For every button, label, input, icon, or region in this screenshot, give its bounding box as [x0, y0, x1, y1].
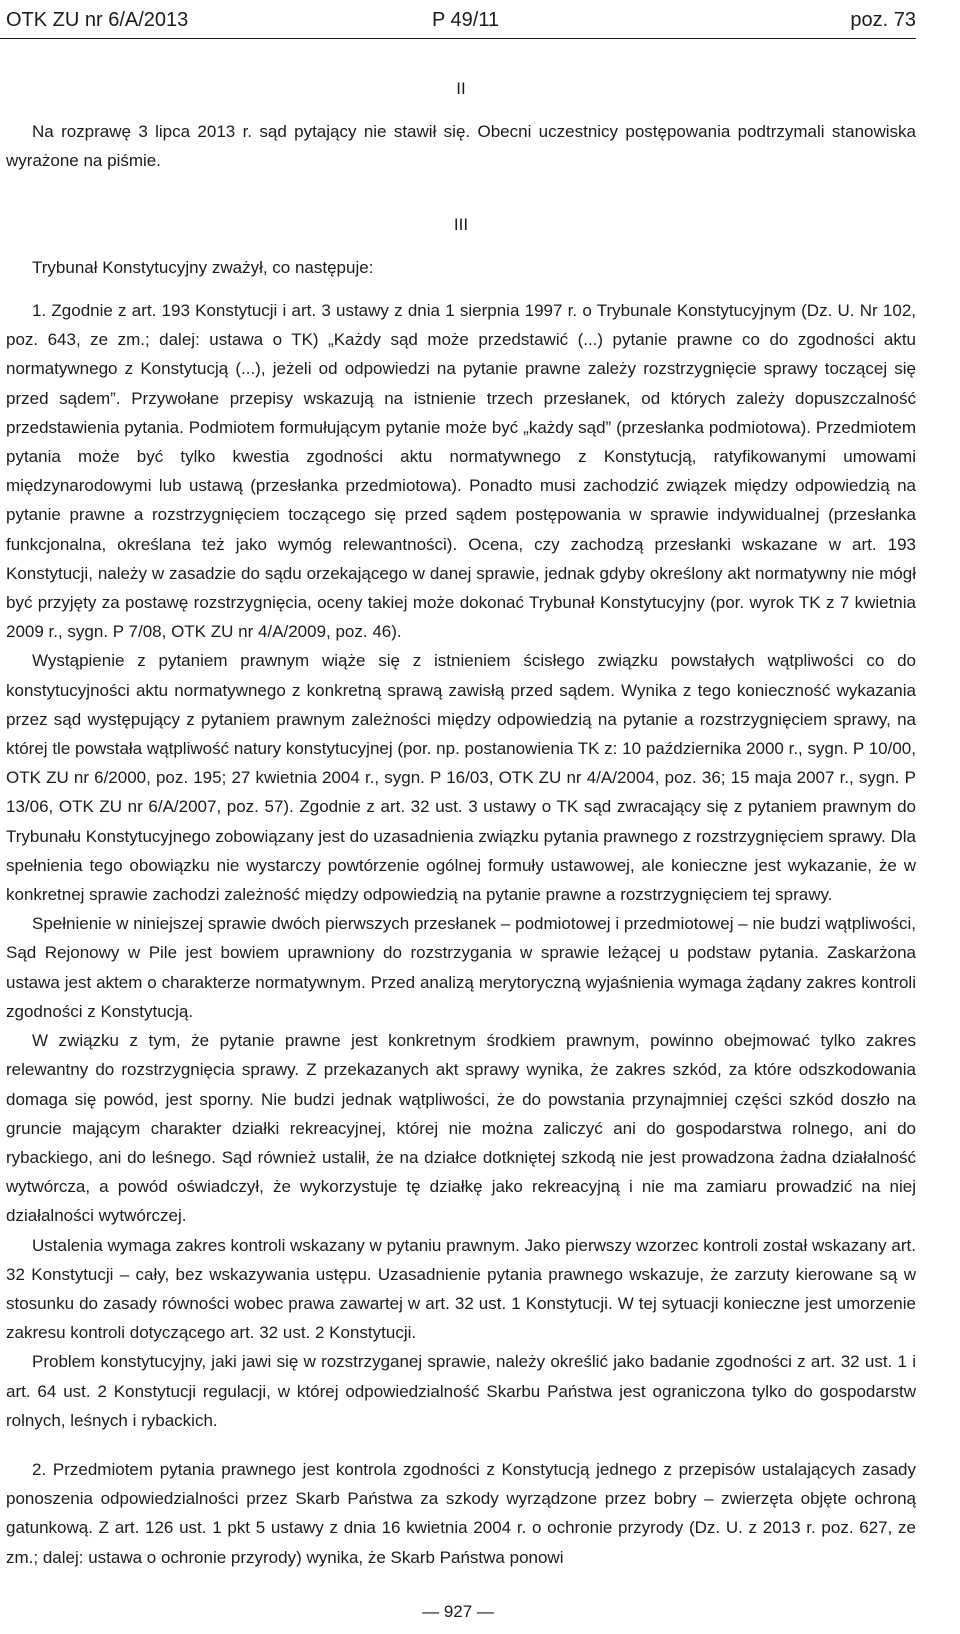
paragraph-3: Spełnienie w niniejszej sprawie dwóch pierwszych przesłanek – podmiotowej i przedmiotowej – nie budzi wątpliwości, Sąd Rejonowy w Pile jest bowiem uprawniony do rozstrzygania w sprawie leżącej u podstaw pytania. Zaskarżona ustawa jest aktem o charakterze normatywnym. Przed analizą merytoryczną wyjaśnienia wymaga żądany zakres kontroli zgodności z Konstytucją.	[6, 914, 916, 1021]
paragraph-5: Ustalenia wymaga zakres kontroli wskazany w pytaniu prawnym. Jako pierwszy wzorzec kontroli został wskazany art. 32 Konstytucji – cały, bez wskazywania ustępu. Uzasadnienie pytania prawnego wskazuje, że zarzuty kierowane są w stosunku do zasady równości wobec prawa zawartej w art. 32 ust. 1 Konstytucji. W tej sytuacji konieczne jest umorzenie zakresu kontroli dotyczącego art. 32 ust. 2 Konstytucji.	[6, 1235, 916, 1343]
page-header	[0, 6, 916, 40]
paragraph-6: Problem konstytucyjny, jaki jawi się w rozstrzyganej sprawie, należy określić jako badanie zgodności z art. 32 ust. 1 i art. 64 ust. 2 Konstytucji regulacji, w której odpowiedzialność Skarbu Państwa jest ograniczona tylko do gospodarstw rolnych, leśnych i rybackich.	[6, 1352, 916, 1430]
journal-reference: OTK ZU nr 6/A/2013	[6, 9, 189, 31]
section-heading-iii: III	[453, 214, 469, 234]
paragraph-hearing: Na rozprawę 3 lipca 2013 r. sąd pytający nie stawił się. Obecni uczestnicy postępowania podtrzymali stanowiska wyrażone na piśmie.	[6, 122, 916, 171]
header-divider	[0, 38, 916, 39]
case-signature: P 49/11	[432, 9, 500, 31]
page-footer	[0, 1600, 916, 1624]
document-body	[6, 74, 916, 1572]
paragraph-4: W związku z tym, że pytanie prawne jest konkretnym środkiem prawnym, powinno obejmować tylko zakres relewantny do rozstrzygnięcia sprawy. Z przekazanych akt sprawy wynika, że zakres szkód, za które odszkodowania domaga się powód, jest sporny. Nie budzi jednak wątpliwości, że do powstania przynajmniej części szkód doszło na gruncie mającym charakter działki rekreacyjnej, której nie można zaliczyć ani do gospodarstwa rolnego, ani do rybackiego, ani do leśnego. Sąd również ustalił, że na działce dotkniętej szkodą nie jest prowadzona żadna działalność wytwórcza, a powód oświadczył, że wykorzystuje tę działkę jako rekreacyjną i nie ma zamiaru prowadzić na niej działalności wytwórczej.	[6, 1031, 916, 1226]
section-heading-ii: II	[456, 79, 466, 98]
page-number: — 927 —	[422, 1602, 494, 1621]
paragraph-7: 2. Przedmiotem pytania prawnego jest kontrola zgodności z Konstytucją jednego z przepisów ustalających zasady ponoszenia odpowiedzialności przez Skarb Państwa za szkody wyrządzone przez bobry – zwierzęta objęte ochroną gatunkową. Z art. 126 ust. 1 pkt 5 ustawy z dnia 16 kwietnia 2004 r. o ochronie przyrody (Dz. U. z 2013 r. poz. 627, ze zm.; dalej: ustawa o ochronie przyrody) wynika, że Skarb Państwa ponowi	[6, 1459, 916, 1567]
paragraph-intro: Trybunał Konstytucyjny zważył, co następuje:	[32, 257, 374, 277]
paragraph-2: Wystąpienie z pytaniem prawnym wiąże się z istnieniem ścisłego związku powstałych wątpliwości co do konstytucyjności aktu normatywnego z konkretną sprawą zawisłą przed sądem. Wynika z tego konieczność wykazania przez sąd występujący z pytaniem prawnym zależności między odpowiedzią na pytanie a rozstrzygnięciem sprawy, na której tle powstała wątpliwość natury konstytucyjnej (por. np. postanowienia TK z: 10 października 2000 r., sygn. P 10/00, OTK ZU nr 6/2000, poz. 195; 27 kwietnia 2004 r., sygn. P 16/03, OTK ZU nr 4/A/2004, poz. 36; 15 maja 2007 r., sygn. P 13/06, OTK ZU nr 6/A/2007, poz. 57). Zgodnie z art. 32 ust. 3 ustawy o TK sąd zwracający się z pytaniem prawnym do Trybunału Konstytucyjnego zobowiązany jest do uzasadnienia związku pytania prawnego z rozstrzygnięciem sprawy. Dla spełnienia tego obowiązku nie wystarczy powtórzenie ogólnej formuły ustawowej, ale konieczne jest wykazanie, że w konkretnej sprawie zachodzi zależność między odpowiedzią na pytanie prawne a rozstrzygnięciem tej sprawy.	[6, 651, 916, 905]
paragraph-1: 1. Zgodnie z art. 193 Konstytucji i art. 3 ustawy z dnia 1 sierpnia 1997 r. o Trybunale Konstytucyjnym (Dz. U. Nr 102, poz. 643, ze zm.; dalej: ustawa o TK) „Każdy sąd może przedstawić (...) pytanie prawne co do zgodności aktu normatywnego z Konstytucją (...), jeżeli od odpowiedzi na pytanie prawne zależy rozstrzygnięcie sprawy toczącej się przed sądem”. Przywołane przepisy wskazują na istnienie trzech przesłanek, od których zależy dopuszczalność przedstawienia pytania. Podmiotem formułującym pytanie może być „każdy sąd” (przesłanka podmiotowa). Przedmiotem pytania może być tylko kwestia zgodności aktu normatywnego z Konstytucją, ratyfikowanymi umowami międzynarodowymi lub ustawą (przesłanka przedmiotowa). Ponadto musi zachodzić związek między odpowiedzią na pytanie prawne a rozstrzygnięciem toczącego się przed sądem postępowania w sprawie indywidualnej (przesłanka funkcjonalna, określana też jako wymóg relewantności). Ocena, czy zachodzą przesłanki wskazane w art. 193 Konstytucji, należy w zasadzie do sądu orzekającego w danej sprawie, jednak gdyby określony akt normatywny nie mógł być przyjęty za postawę rozstrzygnięcia, oceny takiej może dokonać Trybunał Konstytucyjny (por. wyrok TK z 7 kwietnia 2009 r., sygn. P 7/08, OTK ZU nr 4/A/2009, poz. 46).	[6, 301, 916, 642]
item-number: poz. 73	[850, 9, 916, 31]
